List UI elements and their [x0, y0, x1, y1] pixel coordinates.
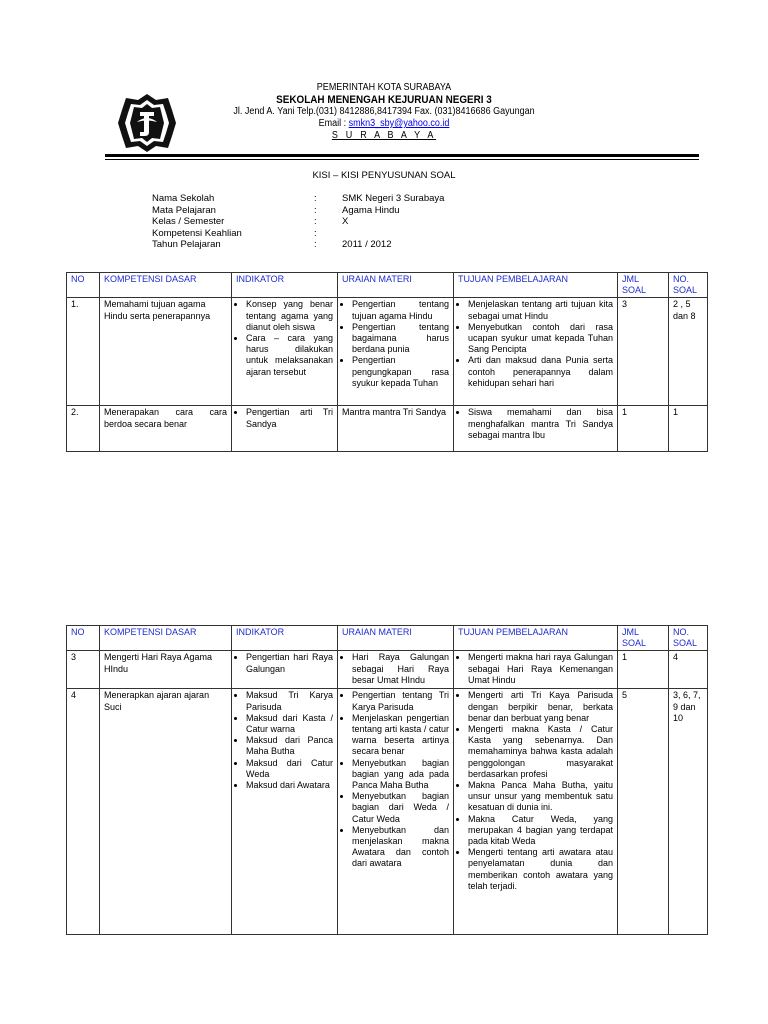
info-value: [342, 228, 444, 240]
col-header-jml-soal: JML SOAL: [618, 626, 669, 651]
info-label: Nama Sekolah: [152, 193, 215, 204]
cell-tujuan: [454, 298, 618, 406]
list-item: • Pengertian pengungkapan rasa syukur kepada Tuhan: [352, 355, 449, 389]
cell-kompetensi: Memahami tujuan agama Hindu serta penerapannya: [100, 298, 232, 406]
table-header-row: [67, 626, 708, 651]
col-header-uraian: URAIAN MATERI: [338, 626, 454, 651]
info-label: Kompetensi Keahlian: [152, 227, 242, 239]
list-item: • Siswa memahami dan bisa menghafalkan mantra Tri Sandya sebagai mantra Ibu: [468, 407, 613, 441]
list-item: • Arti dan maksud dana Punia serta contoh penerapannya dalam kehidupan sehari hari: [468, 355, 613, 389]
cell-no-soal: 3, 6, 7, 9 dan 10: [669, 689, 708, 935]
cell-uraian: [338, 651, 454, 689]
cell-kompetensi: Menerapakan cara cara berdoa secara benar: [100, 406, 232, 452]
list-item: • Pengertian hari Raya Galungan: [246, 652, 333, 674]
cell-kompetensi: Mengerti Hari Raya Agama HIndu: [100, 651, 232, 689]
list-item: • Maksud dari Panca Maha Butha: [246, 735, 333, 757]
cell-no: 4: [67, 689, 100, 935]
info-value: Agama Hindu: [342, 204, 400, 216]
table-row: [67, 651, 708, 689]
city-name: S U R A B A Y A: [331, 130, 437, 141]
government-line: PEMERINTAH KOTA SURABAYA: [316, 82, 452, 93]
table-row: [67, 406, 708, 452]
cell-jml-soal: 1: [618, 651, 669, 689]
info-table: [152, 193, 444, 251]
list-item: • Maksud Tri Karya Parisuda: [246, 690, 333, 712]
list-item: • Menjelaskan tentang arti tujuan kita sebagai umat Hindu: [468, 299, 613, 321]
list-item: • Pengertian arti Tri Sandya: [246, 407, 333, 429]
col-header-no-soal: NO. SOAL: [669, 626, 708, 651]
cell-indikator: [232, 689, 338, 935]
col-header-no-soal: NO. SOAL: [669, 273, 708, 298]
cell-kompetensi: Menerapkan ajaran ajaran Suci: [100, 689, 232, 935]
list-item: • Mengerti makna Kasta / Catur Kasta yang sebenarnya. Dan memahaminya bahwa kasta adalah penggolongan masyarakat berdasarkan profesi: [468, 724, 613, 780]
email-label: Email :: [318, 118, 349, 129]
col-header-no: NO: [67, 626, 100, 651]
list-item: • Hari Raya Galungan sebagai Hari Raya besar Umat HIndu: [352, 652, 449, 686]
header-rule: [105, 154, 699, 157]
cell-tujuan: [454, 689, 618, 935]
info-label: Tahun Pelajaran: [152, 239, 221, 251]
info-colon: :: [314, 204, 317, 216]
col-header-tujuan: TUJUAN PEMBELAJARAN: [454, 273, 618, 298]
col-header-uraian: URAIAN MATERI: [338, 273, 454, 298]
list-item: • Mengerti makna hari raya Galungan sebagai Hari Raya Kemenangan Umat Hindu: [468, 652, 613, 686]
document-title: KISI – KISI PENYUSUNAN SOAL: [312, 170, 456, 181]
list-item: • Menyebutkan bagian bagian yang ada pada Panca Maha Butha: [352, 758, 449, 792]
info-colon: :: [314, 193, 317, 204]
list-item: • Konsep yang benar tentang agama yang dianut oleh siswa: [246, 299, 333, 333]
city-emblem: [116, 92, 178, 154]
table-row: [67, 298, 708, 406]
cell-jml-soal: 5: [618, 689, 669, 935]
list-item: • Mengerti tentang arti awatara atau penyelamatan dunia dan memberikan contoh awatara yang telah terjadi.: [468, 847, 613, 892]
cell-no-soal: 2 , 5 dan 8: [669, 298, 708, 406]
school-name: SEKOLAH MENENGAH KEJURUAN NEGERI 3: [276, 94, 492, 106]
col-header-no: NO: [67, 273, 100, 298]
table-header-row: [67, 273, 708, 298]
cell-uraian: Mantra mantra Tri Sandya: [338, 406, 454, 452]
col-header-kompetensi: KOMPETENSI DASAR: [100, 626, 232, 651]
cell-no: 1.: [67, 298, 100, 406]
cell-no: 2.: [67, 406, 100, 452]
info-colon: :: [314, 239, 317, 251]
list-item: • Menyebutkan dan menjelaskan makna Awatara dan contoh dari awatara: [352, 825, 449, 870]
cell-no-soal: 4: [669, 651, 708, 689]
list-item: • Pengertian tentang bagaimana harus berdana punia: [352, 322, 449, 356]
list-item: • Maksud dari Kasta / Catur warna: [246, 713, 333, 735]
email-link[interactable]: smkn3_sby@yahoo.co.id: [348, 118, 450, 129]
email-line: [218, 118, 549, 130]
col-header-indikator: INDIKATOR: [232, 273, 338, 298]
list-item: • Menyebutkan bagian bagian dari Weda / Catur Weda: [352, 791, 449, 825]
list-item: • Cara – cara yang harus dilakukan untuk melaksanakan ajaran tersebut: [246, 333, 333, 378]
col-header-tujuan: TUJUAN PEMBELAJARAN: [454, 626, 618, 651]
info-colon: :: [314, 216, 317, 228]
list-item: • Mengerti arti Tri Kaya Parisuda dengan berpikir benar, berkata benar dan berbuat yang benar: [468, 690, 613, 724]
col-header-indikator: INDIKATOR: [232, 626, 338, 651]
cell-tujuan: [454, 406, 618, 452]
info-value: 2011 / 2012: [342, 239, 392, 251]
info-label: Kelas / Semester: [152, 216, 225, 228]
kisi-table-1: [66, 272, 708, 452]
cell-no-soal: 1: [669, 406, 708, 452]
cell-tujuan: [454, 651, 618, 689]
list-item: • Maksud dari Catur Weda: [246, 758, 333, 780]
table-row: [67, 689, 708, 935]
list-item: • Menyebutkan contoh dari rasa ucapan syukur umat kepada Tuhan Sang Pencipta: [468, 322, 613, 356]
list-item: • Makna Panca Maha Butha, yaitu unsur unsur yang membentuk satu kesatuan di dunia ini.: [468, 780, 613, 814]
school-address: Jl. Jend A. Yani Telp.(031) 8412886,8417394 Fax. (031)8416686 Gayungan: [233, 106, 535, 117]
cell-indikator: [232, 651, 338, 689]
kisi-table-2: [66, 625, 708, 935]
list-item: • Menjelaskan pengertian tentang arti kasta / catur warna beserta artinya secara benar: [352, 713, 449, 758]
letterhead: [200, 82, 568, 142]
cell-uraian: [338, 689, 454, 935]
list-item: • Pengertian tentang tujuan agama Hindu: [352, 299, 449, 321]
cell-indikator: [232, 406, 338, 452]
header-rule-thin: [105, 159, 699, 160]
list-item: • Makna Catur Weda, yang merupakan 4 bagian yang terdapat pada kitab Weda: [468, 814, 613, 848]
col-header-jml-soal: JML SOAL: [618, 273, 669, 298]
list-item: • Pengertian tentang Tri Karya Parisuda: [352, 690, 449, 712]
cell-uraian: [338, 298, 454, 406]
col-header-kompetensi: KOMPETENSI DASAR: [100, 273, 232, 298]
info-value: SMK Negeri 3 Surabaya: [342, 193, 445, 204]
info-colon: :: [314, 227, 317, 239]
list-item: • Maksud dari Awatara: [246, 780, 333, 791]
info-value: X: [342, 216, 349, 228]
cell-indikator: [232, 298, 338, 406]
cell-jml-soal: 1: [618, 406, 669, 452]
cell-jml-soal: 3: [618, 298, 669, 406]
info-label: Mata Pelajaran: [152, 204, 216, 216]
cell-no: 3: [67, 651, 100, 689]
